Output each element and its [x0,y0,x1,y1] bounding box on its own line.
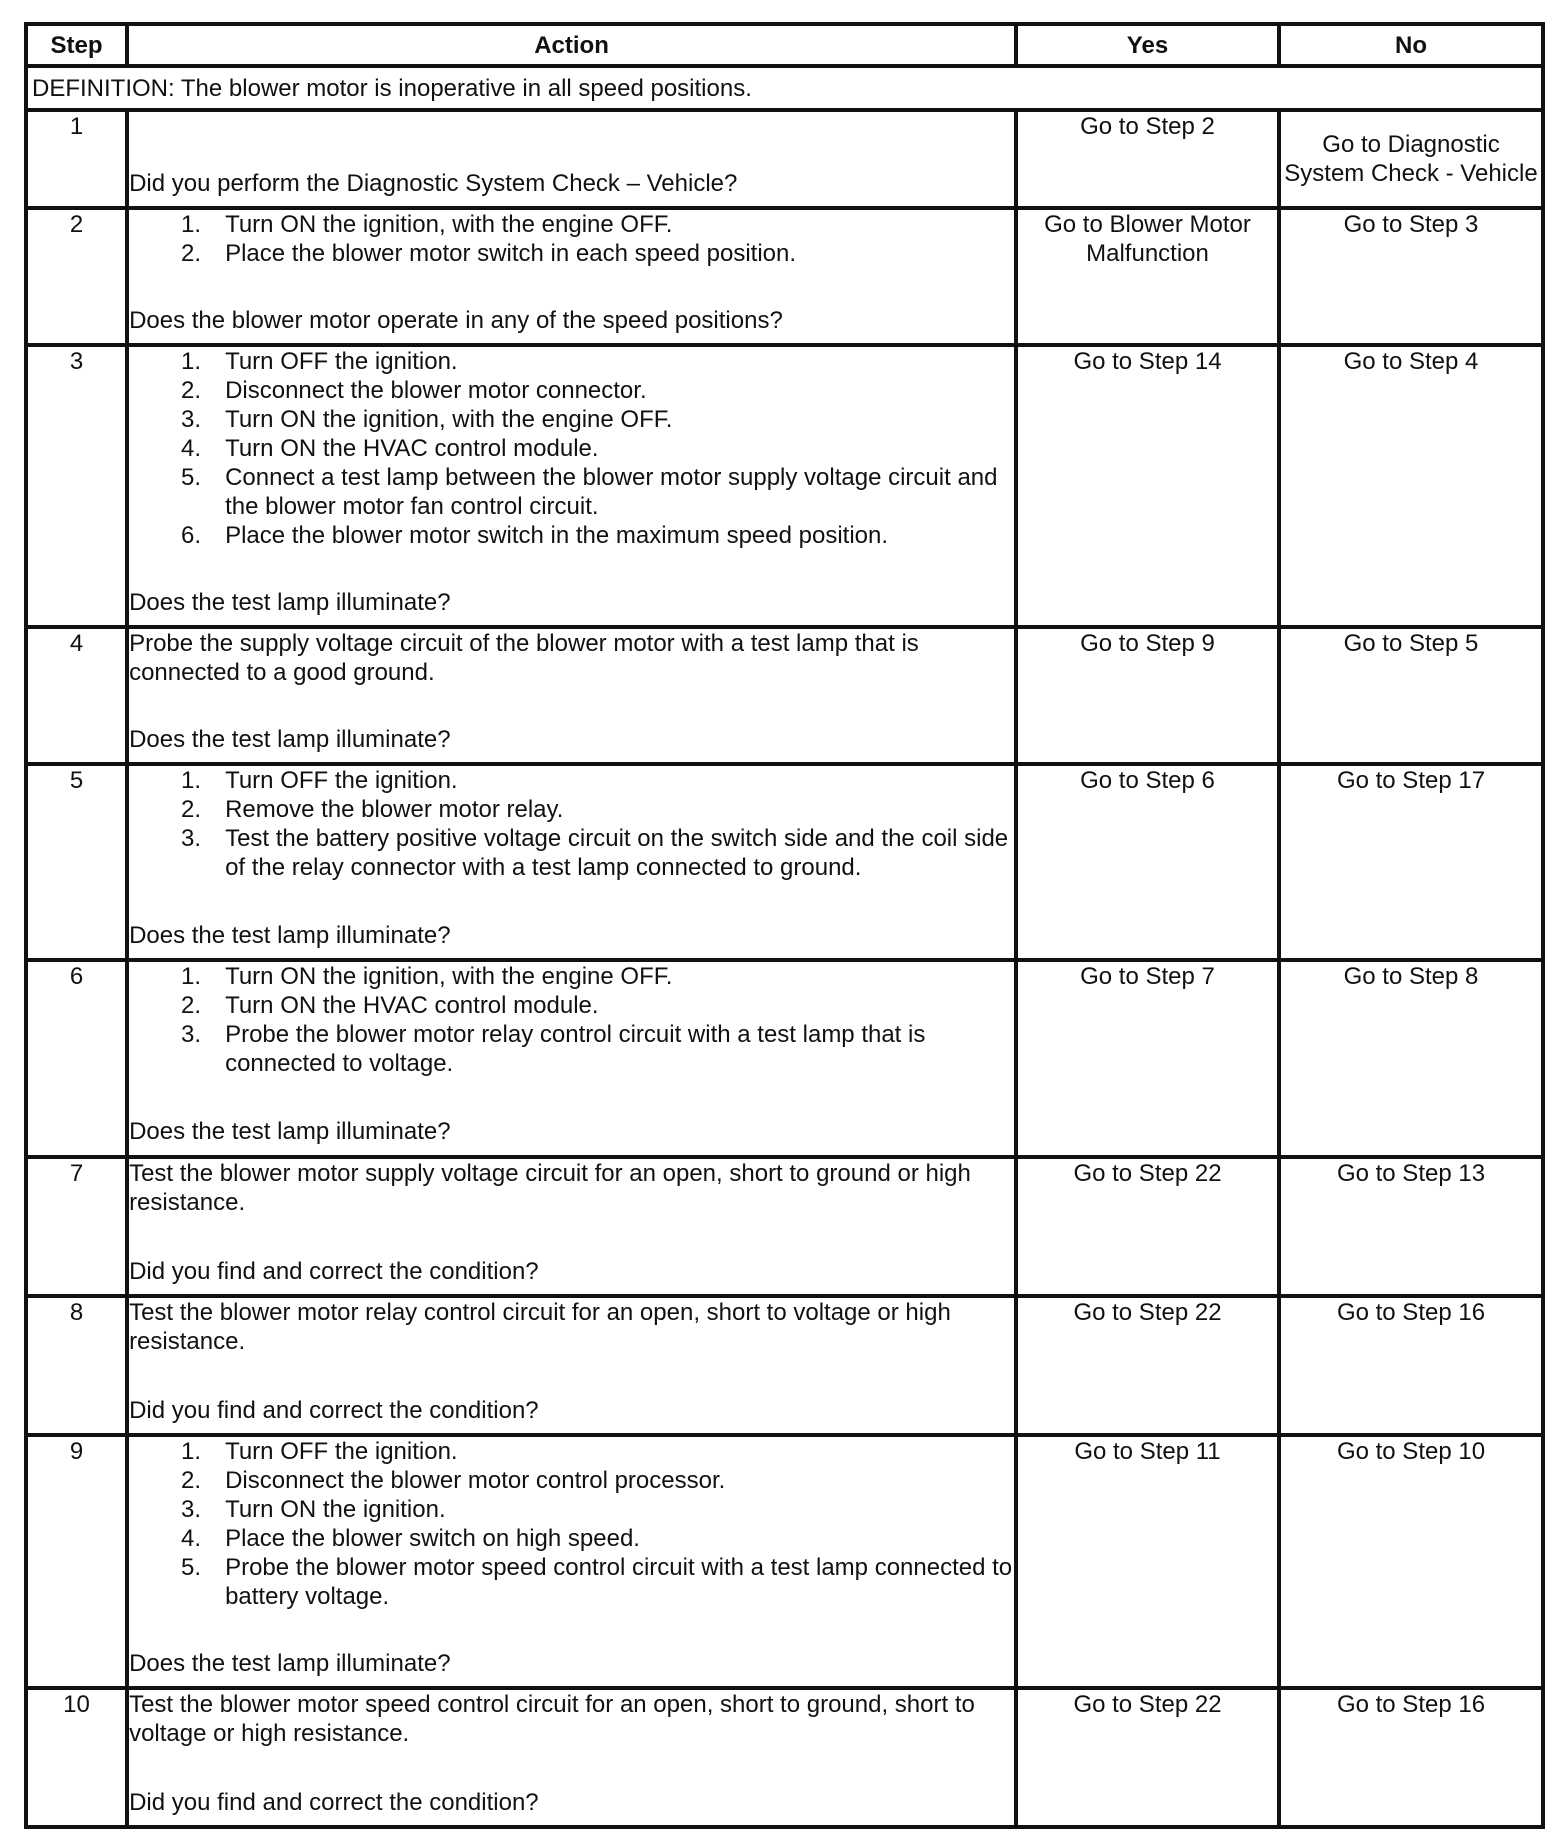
procedure-list [129,1437,1014,1611]
step-number: 10 [26,1688,127,1827]
yes-result: Go to Step 22 [1016,1157,1279,1296]
list-item-text: Turn ON the ignition. [225,1495,446,1523]
list-item-text: Place the blower motor switch in each speed position. [225,240,797,268]
list-item [129,824,1014,882]
list-item-number: 4. [181,435,202,463]
action-question: Did you perform the Diagnostic System Check – Vehicle? [129,170,738,198]
step-number: 4 [26,627,127,764]
table-row [26,1688,1543,1827]
header-step: Step [26,24,127,66]
action-question: Does the test lamp illuminate? [129,589,451,617]
list-item [129,1495,1014,1524]
list-item [129,1466,1014,1495]
list-item-number: 3. [181,1021,202,1049]
list-item [129,376,1014,405]
action-cell [127,345,1016,627]
list-item-text: Connect a test lamp between the blower motor supply voltage circuit and the blower motor fan control circuit. [225,464,998,521]
step-number: 1 [26,110,127,208]
list-item-number: 1. [181,1437,202,1465]
table-row [26,627,1543,764]
list-item-text: Probe the blower motor speed control circuit with a test lamp connected to battery voltage. [225,1553,1013,1610]
yes-result: Go to Blower Motor Malfunction [1016,208,1279,345]
procedure-list [129,347,1014,550]
action-question: Does the test lamp illuminate? [129,726,451,754]
list-item [129,405,1014,434]
list-item-number: 6. [181,522,202,550]
yes-result: Go to Step 6 [1016,764,1279,960]
list-item-text: Turn OFF the ignition. [225,348,458,376]
action-question: Did you find and correct the condition? [129,1788,539,1816]
action-instructions [129,1437,1014,1611]
list-item [129,463,1014,521]
action-question: Does the test lamp illuminate? [129,1649,451,1677]
list-item [129,434,1014,463]
table-row [26,1296,1543,1435]
list-item-number: 4. [181,1524,202,1552]
list-item-text: Turn OFF the ignition. [225,1437,458,1465]
list-item-number: 1. [181,767,202,795]
yes-result: Go to Step 9 [1016,627,1279,764]
action-cell [127,1435,1016,1688]
list-item-number: 2. [181,1466,202,1494]
yes-result: Go to Step 22 [1016,1688,1279,1827]
action-question: Did you find and correct the condition? [129,1257,539,1285]
yes-result: Go to Step 2 [1016,110,1279,208]
list-item-text: Test the battery positive voltage circuit on the switch side and the coil side of the relay connector with a test lamp connected to ground. [225,825,1009,882]
table-row [26,345,1543,627]
table-row [26,1157,1543,1296]
list-item [129,962,1014,991]
list-item-number: 2. [181,240,202,268]
list-item [129,991,1014,1020]
list-item-number: 5. [181,464,202,492]
list-item-text: Turn ON the ignition, with the engine OFF. [225,211,673,239]
header-yes: Yes [1016,24,1279,66]
list-item-number: 2. [181,796,202,824]
header-row [26,24,1543,66]
list-item [129,795,1014,824]
action-question: Does the blower motor operate in any of the speed positions? [129,307,783,335]
list-item-text: Turn ON the HVAC control module. [225,435,599,463]
no-result: Go to Step 10 [1279,1435,1543,1688]
yes-result: Go to Step 22 [1016,1296,1279,1435]
list-item [129,347,1014,376]
list-item [129,521,1014,550]
step-number: 3 [26,345,127,627]
no-result: Go to Step 5 [1279,627,1543,764]
no-result: Go to Step 13 [1279,1157,1543,1296]
list-item-number: 3. [181,1495,202,1523]
yes-result: Go to Step 14 [1016,345,1279,627]
action-instructions [129,1298,1014,1356]
table-row [26,764,1543,960]
table-body [26,66,1543,1827]
action-paragraph: Test the blower motor relay control circuit for an open, short to voltage or high resistance. [129,1298,951,1355]
header-action: Action [127,24,1016,66]
action-paragraph: Test the blower motor supply voltage circuit for an open, short to ground or high resistance. [129,1159,971,1216]
no-result: Go to Step 3 [1279,208,1543,345]
list-item-number: 3. [181,406,202,434]
action-instructions [129,1690,1014,1748]
action-cell [127,208,1016,345]
list-item-number: 2. [181,992,202,1020]
procedure-list [129,210,1014,268]
list-item-text: Probe the blower motor relay control circuit with a test lamp that is connected to voltage. [225,1021,926,1078]
action-cell [127,1157,1016,1296]
no-result: Go to Step 17 [1279,764,1543,960]
action-paragraph: Probe the supply voltage circuit of the blower motor with a test lamp that is connected to a good ground. [129,630,919,687]
action-cell [127,960,1016,1156]
procedure-list [129,766,1014,882]
list-item-text: Turn ON the ignition, with the engine OFF. [225,963,673,991]
action-instructions [129,766,1014,882]
list-item-number: 2. [181,377,202,405]
action-cell [127,764,1016,960]
yes-result: Go to Step 11 [1016,1435,1279,1688]
step-number: 5 [26,764,127,960]
action-instructions [129,962,1014,1078]
action-paragraph: Test the blower motor speed control circuit for an open, short to ground, short to voltage or high resistance. [129,1690,975,1747]
list-item-number: 1. [181,348,202,376]
table-row [26,960,1543,1156]
list-item-text: Place the blower switch on high speed. [225,1524,640,1552]
table-row [26,1435,1543,1688]
list-item-text: Disconnect the blower motor connector. [225,377,647,405]
definition-text: DEFINITION: The blower motor is inoperative in all speed positions. [26,66,1543,110]
step-number: 6 [26,960,127,1156]
list-item [129,1020,1014,1078]
definition-row [26,66,1543,110]
action-instructions [129,210,1014,268]
list-item [129,1524,1014,1553]
list-item-text: Turn ON the HVAC control module. [225,992,599,1020]
action-question: Does the test lamp illuminate? [129,1118,451,1146]
procedure-list [129,962,1014,1078]
list-item-text: Place the blower motor switch in the maximum speed position. [225,522,889,550]
list-item [129,239,1014,268]
list-item-text: Disconnect the blower motor control processor. [225,1466,726,1494]
action-question: Did you find and correct the condition? [129,1396,539,1424]
action-question: Does the test lamp illuminate? [129,922,451,950]
no-result: Go to Step 16 [1279,1688,1543,1827]
action-cell [127,1688,1016,1827]
list-item [129,210,1014,239]
action-instructions [129,347,1014,550]
list-item [129,1553,1014,1611]
table-row [26,208,1543,345]
step-number: 7 [26,1157,127,1296]
no-result: Go to Step 4 [1279,345,1543,627]
action-instructions [129,1159,1014,1217]
list-item-number: 5. [181,1553,202,1581]
list-item-text: Turn ON the ignition, with the engine OFF. [225,406,673,434]
step-number: 8 [26,1296,127,1435]
step-number: 9 [26,1435,127,1688]
no-result: Go to Step 8 [1279,960,1543,1156]
header-no: No [1279,24,1543,66]
list-item [129,1437,1014,1466]
action-cell [127,1296,1016,1435]
list-item-number: 1. [181,211,202,239]
no-result: Go to Diagnostic System Check - Vehicle [1279,110,1543,208]
list-item-number: 1. [181,963,202,991]
list-item-number: 3. [181,825,202,853]
action-cell [127,627,1016,764]
diagnostic-table [24,22,1545,1829]
list-item [129,766,1014,795]
table-row [26,110,1543,208]
step-number: 2 [26,208,127,345]
list-item-text: Turn OFF the ignition. [225,767,458,795]
action-instructions [129,629,1014,687]
list-item-text: Remove the blower motor relay. [225,796,564,824]
no-result: Go to Step 16 [1279,1296,1543,1435]
yes-result: Go to Step 7 [1016,960,1279,1156]
action-cell [127,110,1016,208]
